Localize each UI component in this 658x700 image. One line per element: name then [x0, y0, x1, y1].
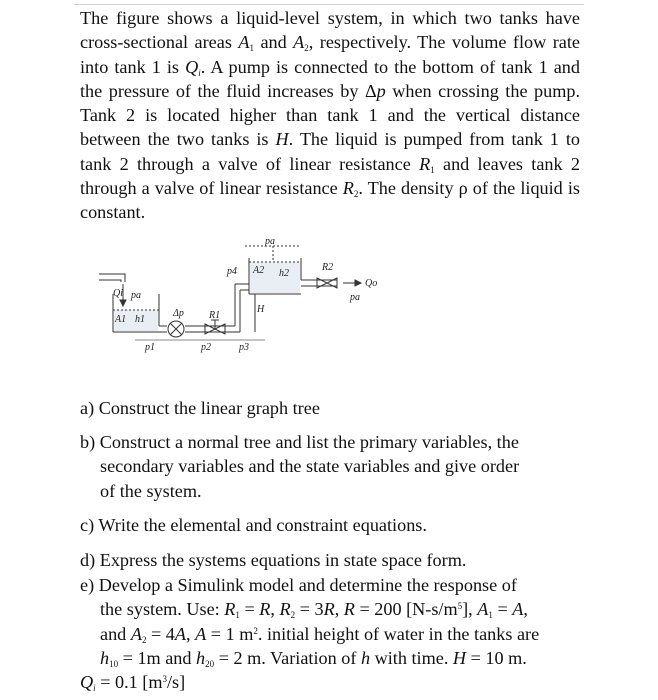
svg-text:h2: h2 — [279, 268, 289, 279]
svg-text:Qi: Qi — [113, 288, 123, 299]
svg-text:Qo: Qo — [365, 278, 378, 289]
svg-text:Δp: Δp — [173, 308, 184, 319]
svg-text:pa: pa — [265, 236, 275, 247]
svg-text:A2: A2 — [253, 265, 265, 276]
question-e: e) Develop a Simulink model and determine the response of the system. Use: $R_1 = R$, $R_2 = 3R$, R = 200 $[N-s/m^5]$, $A_1 = A$, and $A_2 = 4A$, A = 1 $m^2$. initial height of water in the tanks are $h_{10} = 1m$ and $h_{20} = 2$ m. Variation of h with time. H = 10 m. $Q_i = 0.1$ $[m^3/s]$ — [80, 575, 540, 694]
svg-text:p2: p2 — [201, 342, 211, 353]
svg-text:R1: R1 — [209, 310, 221, 321]
svg-text:p1: p1 — [145, 342, 155, 353]
question-a: a) Construct the linear graph tree — [80, 398, 320, 418]
svg-text:H: H — [257, 304, 265, 315]
problem-statement: The figure shows a liquid-level system, in which two tanks have cross-sectional areas $A_1$ and $A_2$, respectively. The volume flow rate into tank 1 is $Q_i$. A pump is connected to the bottom of tank 1 and the pressure of the fluid increases by Δp when crossing the pump. Tank 2 is located higher than tank 1 and the vertical distance between the two tanks is H. The liquid is pumped from tank 1 to tank 2 through a valve of linear resistance $R_1$ and leaves tank 2 through a valve of linear resistance $R_2$. The density ρ of the liquid is constant. — [80, 8, 580, 223]
svg-text:pa: pa — [350, 292, 360, 303]
liquid-level-system-figure — [95, 236, 425, 361]
question-d: d) Express the systems equations in state space form. — [80, 550, 467, 570]
question-c: c) Write the elemental and constraint equations. — [80, 515, 427, 535]
svg-text:h1: h1 — [135, 314, 145, 325]
top-divider — [74, 4, 584, 5]
question-b: b) Construct a normal tree and list the primary variables, the secondary variables and the state variables and give order of the system. — [80, 432, 520, 501]
svg-text:pa: pa — [131, 290, 141, 301]
svg-text:p3: p3 — [239, 342, 249, 353]
svg-text:R2: R2 — [322, 262, 334, 273]
svg-text:p4: p4 — [227, 266, 237, 277]
svg-text:A1: A1 — [115, 314, 127, 325]
